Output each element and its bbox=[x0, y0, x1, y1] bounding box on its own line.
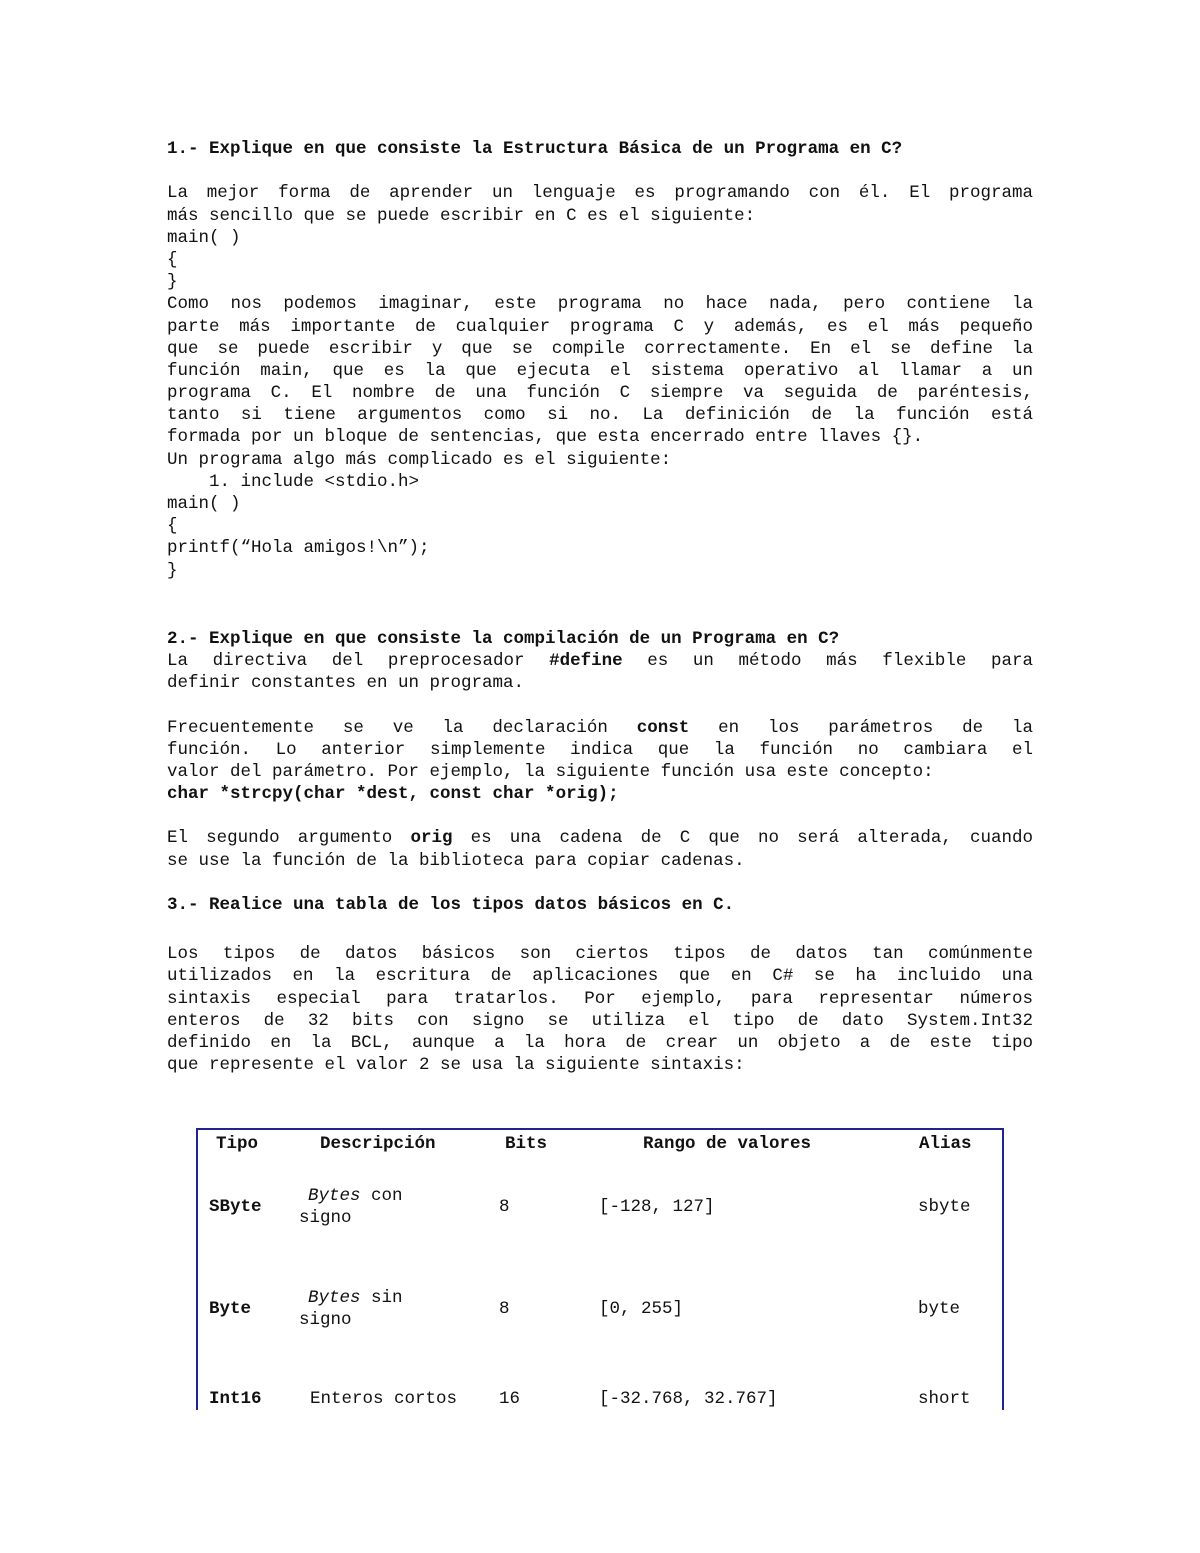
table-header-alias: Alias bbox=[919, 1134, 972, 1154]
q1-paragraph-line: formada por un bloque de sentencias, que esta encerrado entre llaves {}. bbox=[167, 427, 924, 448]
table-cell-tipo: Int16 bbox=[209, 1389, 262, 1409]
q3-paragraph-line: Los tipos de datos básicos son ciertos tipos de datos tan comúnmente bbox=[167, 944, 1033, 965]
q2-paragraph-line: valor del parámetro. Por ejemplo, la siguiente función usa este concepto: bbox=[167, 761, 934, 782]
code-line: main( ) bbox=[167, 494, 241, 514]
table-cell-descripcion: Enteros cortos bbox=[310, 1389, 458, 1409]
q1-paragraph-line: Un programa algo más complicado es el siguiente: bbox=[167, 449, 672, 470]
code-line: { bbox=[167, 249, 178, 270]
q2-paragraph-line: definir constantes en un programa. bbox=[167, 673, 525, 694]
q1-paragraph-line: programa C. El nombre de una función C siempre va seguida de paréntesis, bbox=[167, 383, 1033, 404]
table-cell-descripcion-cont: signo bbox=[299, 1310, 352, 1330]
table-header-rango: Rango de valores bbox=[643, 1134, 812, 1154]
q2-paragraph-line: El segundo argumento orig es una cadena de C que no será alterada, cuando bbox=[167, 828, 1033, 849]
q1-paragraph-line: función main, que es la que ejecuta el sistema operativo al llamar a un bbox=[167, 360, 1033, 381]
table-cell-tipo: SByte bbox=[209, 1197, 262, 1217]
table-cell-bits: 8 bbox=[499, 1197, 510, 1217]
table-cell-rango: [0, 255] bbox=[599, 1299, 684, 1319]
code-line: char *strcpy(char *dest, const char *orig); bbox=[167, 784, 619, 805]
table-header-descripcion: Descripción bbox=[320, 1134, 436, 1154]
table-cell-alias: sbyte bbox=[918, 1197, 971, 1217]
q1-paragraph-line: que se puede escribir y que se compile correctamente. En el se define la bbox=[167, 338, 1033, 359]
question-2-title: 2.- Explique en que consiste la compilación de un Programa en C? bbox=[167, 628, 840, 649]
q1-paragraph-line: más sencillo que se puede escribir en C es el siguiente: bbox=[167, 205, 756, 226]
q2-paragraph-line: función. Lo anterior simplemente indica que la función no cambiara el bbox=[167, 739, 1033, 760]
q3-paragraph-line: que represente el valor 2 se usa la siguiente sintaxis: bbox=[167, 1055, 745, 1076]
q3-paragraph-line: sintaxis especial para tratarlos. Por ejemplo, para representar números bbox=[167, 988, 1033, 1009]
table-cell-alias: short bbox=[918, 1389, 971, 1409]
code-line: { bbox=[167, 516, 178, 537]
table-cell-bits: 16 bbox=[499, 1389, 521, 1409]
q3-paragraph-line: definido en la BCL, aunque a la hora de crear un objeto a de este tipo bbox=[167, 1032, 1033, 1053]
code-line: printf(“Hola amigos!\n”); bbox=[167, 538, 430, 559]
question-1-title: 1.- Explique en que consiste la Estructura Básica de un Programa en C? bbox=[167, 139, 903, 159]
list-item: 1. include <stdio.h> bbox=[209, 471, 420, 492]
q3-paragraph-line: utilizados en la escritura de aplicaciones que en C# se ha incluido una bbox=[167, 966, 1033, 987]
table-cell-descripcion: Bytes con bbox=[308, 1186, 403, 1206]
document-body bbox=[167, 138, 1033, 1076]
q1-paragraph-line: Como nos podemos imaginar, este programa no hace nada, pero contiene la bbox=[167, 294, 1033, 315]
table-cell-rango: [-128, 127] bbox=[599, 1197, 715, 1217]
table-cell-alias: byte bbox=[918, 1299, 961, 1319]
q2-paragraph-line: Frecuentemente se ve la declaración const en los parámetros de la bbox=[167, 717, 1033, 738]
code-line: } bbox=[167, 272, 178, 293]
data-types-table bbox=[196, 1128, 1004, 1410]
table-header-tipo: Tipo bbox=[216, 1134, 259, 1154]
table-cell-descripcion-cont: signo bbox=[299, 1208, 352, 1228]
table-cell-tipo: Byte bbox=[209, 1299, 252, 1319]
table-cell-rango: [-32.768, 32.767] bbox=[599, 1389, 778, 1409]
q2-paragraph-line: La directiva del preprocesador #define es un método más flexible para bbox=[167, 650, 1033, 671]
code-line: } bbox=[167, 560, 178, 581]
q1-paragraph-line: parte más importante de cualquier programa C y además, es el más pequeño bbox=[167, 316, 1033, 337]
table-header-bits: Bits bbox=[505, 1134, 548, 1154]
question-3-title: 3.- Realice una tabla de los tipos datos básicos en C. bbox=[167, 895, 735, 915]
table-cell-descripcion: Bytes sin bbox=[308, 1288, 403, 1308]
q1-paragraph-line: La mejor forma de aprender un lenguaje es programando con él. El programa bbox=[167, 183, 1033, 204]
q3-paragraph-line: enteros de 32 bits con signo se utiliza el tipo de dato System.Int32 bbox=[167, 1010, 1033, 1031]
code-line: main( ) bbox=[167, 227, 241, 248]
table-cell-bits: 8 bbox=[499, 1299, 510, 1319]
q1-paragraph-line: tanto si tiene argumentos como si no. La definición de la función está bbox=[167, 405, 1033, 426]
q2-paragraph-line: se use la función de la biblioteca para copiar cadenas. bbox=[167, 850, 745, 871]
